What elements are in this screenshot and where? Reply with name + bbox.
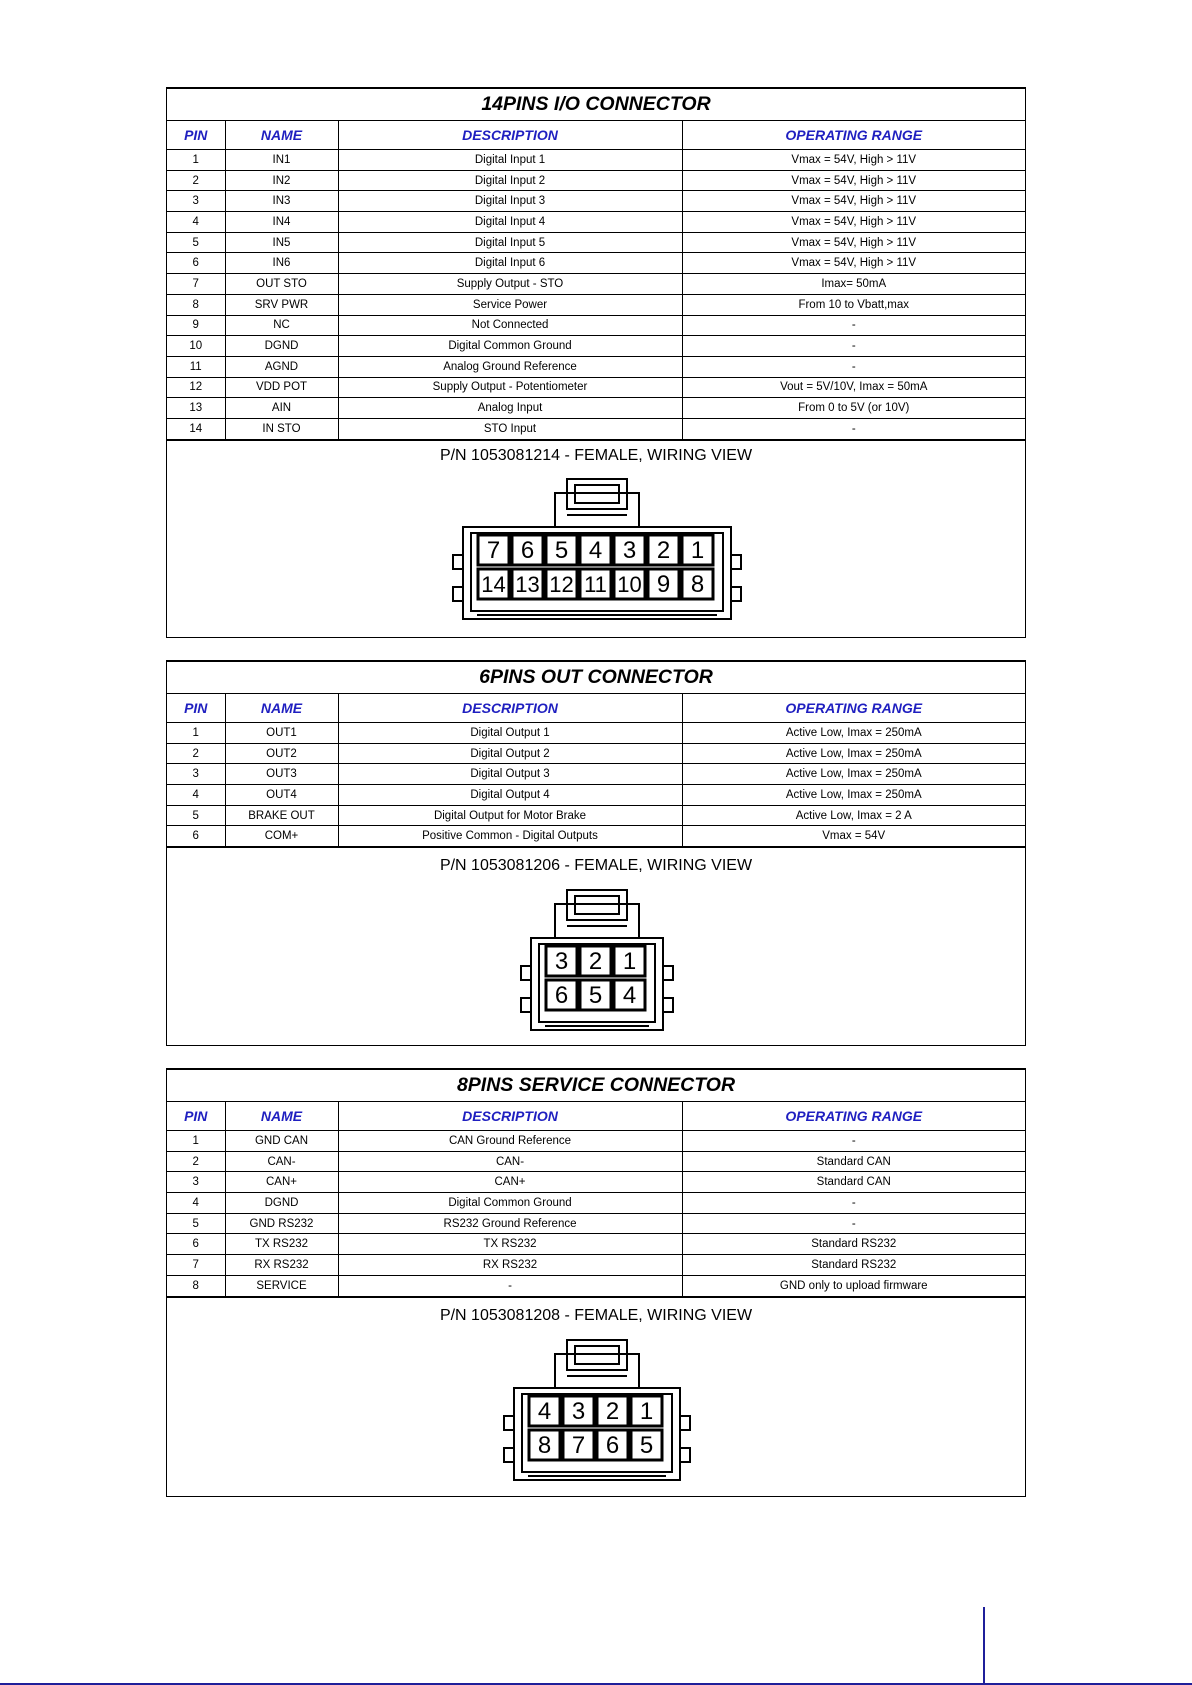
pin-description-cell: Service Power bbox=[338, 294, 682, 315]
pin-name-cell: CAN+ bbox=[225, 1172, 338, 1193]
operating-range-cell: Standard CAN bbox=[682, 1151, 1025, 1172]
pin-cell-label: 13 bbox=[515, 571, 540, 597]
connector-diagram bbox=[519, 886, 675, 1036]
operating-range-cell: - bbox=[682, 418, 1025, 439]
pin-name-cell: CAN- bbox=[225, 1151, 338, 1172]
pin-description-cell: STO Input bbox=[338, 418, 682, 439]
operating-range-cell: Vout = 5V/10V, Imax = 50mA bbox=[682, 377, 1025, 398]
pin-cell bbox=[546, 569, 577, 599]
pin-description-cell: Digital Output 2 bbox=[338, 743, 682, 764]
pin-cell bbox=[580, 569, 611, 599]
pin-cell bbox=[648, 569, 679, 599]
pinout-table bbox=[167, 88, 1025, 440]
pin-cell bbox=[614, 946, 645, 976]
table-row bbox=[167, 723, 1025, 744]
connector-title: 14PINS I/O CONNECTOR bbox=[167, 89, 1025, 121]
pin-cell bbox=[631, 1430, 662, 1460]
table-row bbox=[167, 398, 1025, 419]
pin-cell-label: 6 bbox=[554, 982, 569, 1010]
table-row bbox=[167, 743, 1025, 764]
column-header-pin: PIN bbox=[167, 1102, 225, 1131]
table-row bbox=[167, 377, 1025, 398]
pin-cell-label: 5 bbox=[639, 1431, 654, 1459]
pin-description-cell: CAN+ bbox=[338, 1172, 682, 1193]
pinout-table bbox=[167, 661, 1025, 847]
table-row bbox=[167, 232, 1025, 253]
table-row bbox=[167, 1255, 1025, 1276]
column-header-description: DESCRIPTION bbox=[338, 694, 682, 723]
pin-description-cell: Digital Input 5 bbox=[338, 232, 682, 253]
pin-name-cell: NC bbox=[225, 315, 338, 336]
pin-cell bbox=[597, 1430, 628, 1460]
table-row bbox=[167, 1275, 1025, 1296]
pin-cell-label: 3 bbox=[622, 536, 637, 564]
column-header-pin: PIN bbox=[167, 121, 225, 150]
table-row bbox=[167, 315, 1025, 336]
pin-number-cell: 1 bbox=[167, 1131, 225, 1152]
pin-name-cell: DGND bbox=[225, 336, 338, 357]
operating-range-cell: From 10 to Vbatt,max bbox=[682, 294, 1025, 315]
pin-description-cell: - bbox=[338, 1275, 682, 1296]
pin-cell-label: 14 bbox=[481, 571, 506, 597]
pin-cell bbox=[563, 1396, 594, 1426]
connector-section bbox=[166, 1068, 1026, 1497]
pin-number-cell: 9 bbox=[167, 315, 225, 336]
part-number-label: P/N 1053081208 - FEMALE, WIRING VIEW bbox=[439, 1306, 753, 1324]
pin-cell-label: 3 bbox=[571, 1397, 586, 1425]
pin-number-cell: 2 bbox=[167, 743, 225, 764]
column-header-name: NAME bbox=[225, 121, 338, 150]
pin-cell-label: 5 bbox=[588, 982, 603, 1010]
operating-range-cell: Vmax = 54V, High > 11V bbox=[682, 191, 1025, 212]
pin-description-cell: Analog Input bbox=[338, 398, 682, 419]
pin-cell-label: 8 bbox=[690, 570, 705, 598]
pin-description-cell: Digital Input 1 bbox=[338, 150, 682, 171]
operating-range-cell: - bbox=[682, 1213, 1025, 1234]
pin-number-cell: 8 bbox=[167, 294, 225, 315]
connector-diagram bbox=[451, 475, 743, 625]
pin-description-cell: Supply Output - Potentiometer bbox=[338, 377, 682, 398]
table-row bbox=[167, 356, 1025, 377]
pin-description-cell: Digital Input 3 bbox=[338, 191, 682, 212]
pin-description-cell: Digital Common Ground bbox=[338, 1193, 682, 1214]
page-margin-line bbox=[983, 1607, 985, 1685]
pin-cell-label: 12 bbox=[549, 571, 574, 597]
pin-description-cell: Analog Ground Reference bbox=[338, 356, 682, 377]
column-header-operating-range: OPERATING RANGE bbox=[682, 121, 1025, 150]
table-row bbox=[167, 1193, 1025, 1214]
wiring-view bbox=[167, 1297, 1025, 1496]
wiring-view bbox=[167, 440, 1025, 637]
table-row bbox=[167, 1151, 1025, 1172]
pin-number-cell: 5 bbox=[167, 232, 225, 253]
pin-description-cell: Digital Output 1 bbox=[338, 723, 682, 744]
pin-cell bbox=[580, 980, 611, 1010]
operating-range-cell: - bbox=[682, 356, 1025, 377]
connector-section bbox=[166, 87, 1026, 638]
pin-name-cell: OUT3 bbox=[225, 764, 338, 785]
pin-name-cell: GND RS232 bbox=[225, 1213, 338, 1234]
pin-number-cell: 1 bbox=[167, 723, 225, 744]
pin-number-cell: 10 bbox=[167, 336, 225, 357]
table-row bbox=[167, 191, 1025, 212]
pin-number-cell: 2 bbox=[167, 1151, 225, 1172]
table-row bbox=[167, 805, 1025, 826]
pin-name-cell: AIN bbox=[225, 398, 338, 419]
table-row bbox=[167, 253, 1025, 274]
column-header-pin: PIN bbox=[167, 694, 225, 723]
pin-cell-label: 3 bbox=[554, 948, 569, 976]
table-row bbox=[167, 294, 1025, 315]
pin-cell bbox=[614, 535, 645, 565]
table-row bbox=[167, 170, 1025, 191]
pin-number-cell: 5 bbox=[167, 805, 225, 826]
pin-name-cell: OUT2 bbox=[225, 743, 338, 764]
pin-cell-label: 1 bbox=[639, 1397, 654, 1425]
pin-cell bbox=[580, 946, 611, 976]
pin-cell bbox=[563, 1430, 594, 1460]
pin-description-cell: CAN Ground Reference bbox=[338, 1131, 682, 1152]
operating-range-cell: - bbox=[682, 1193, 1025, 1214]
pin-number-cell: 7 bbox=[167, 274, 225, 295]
column-header-operating-range: OPERATING RANGE bbox=[682, 694, 1025, 723]
pin-number-cell: 14 bbox=[167, 418, 225, 439]
operating-range-cell: Vmax = 54V, High > 11V bbox=[682, 253, 1025, 274]
pin-number-cell: 4 bbox=[167, 212, 225, 233]
pin-cell bbox=[614, 569, 645, 599]
pin-cell-label: 9 bbox=[656, 570, 671, 598]
pin-cell bbox=[478, 535, 509, 565]
pin-cell-label: 4 bbox=[588, 536, 603, 564]
pin-cell-label: 5 bbox=[554, 536, 569, 564]
table-row bbox=[167, 418, 1025, 439]
operating-range-cell: Vmax = 54V, High > 11V bbox=[682, 150, 1025, 171]
pin-name-cell: IN6 bbox=[225, 253, 338, 274]
pin-name-cell: IN STO bbox=[225, 418, 338, 439]
pin-cell-label: 2 bbox=[605, 1397, 620, 1425]
connector-diagram bbox=[502, 1336, 692, 1486]
pin-cell-label: 6 bbox=[520, 536, 535, 564]
pin-cell bbox=[478, 569, 509, 599]
pin-description-cell: RS232 Ground Reference bbox=[338, 1213, 682, 1234]
pin-cell bbox=[614, 980, 645, 1010]
pin-cell-label: 1 bbox=[622, 948, 637, 976]
pin-number-cell: 4 bbox=[167, 785, 225, 806]
table-row bbox=[167, 1131, 1025, 1152]
table-row bbox=[167, 826, 1025, 847]
operating-range-cell: - bbox=[682, 315, 1025, 336]
pin-number-cell: 13 bbox=[167, 398, 225, 419]
pin-description-cell: RX RS232 bbox=[338, 1255, 682, 1276]
pin-name-cell: IN5 bbox=[225, 232, 338, 253]
operating-range-cell: Standard RS232 bbox=[682, 1255, 1025, 1276]
operating-range-cell: Active Low, Imax = 250mA bbox=[682, 743, 1025, 764]
pin-name-cell: SERVICE bbox=[225, 1275, 338, 1296]
operating-range-cell: From 0 to 5V (or 10V) bbox=[682, 398, 1025, 419]
pin-number-cell: 3 bbox=[167, 191, 225, 212]
column-header-name: NAME bbox=[225, 694, 338, 723]
connector-title: 8PINS SERVICE CONNECTOR bbox=[167, 1070, 1025, 1102]
pin-cell bbox=[648, 535, 679, 565]
wiring-view bbox=[167, 847, 1025, 1045]
pin-name-cell: GND CAN bbox=[225, 1131, 338, 1152]
pin-cell-label: 8 bbox=[537, 1431, 552, 1459]
pin-description-cell: CAN- bbox=[338, 1151, 682, 1172]
table-row bbox=[167, 1234, 1025, 1255]
pin-cell-label: 4 bbox=[622, 982, 637, 1010]
pin-number-cell: 11 bbox=[167, 356, 225, 377]
operating-range-cell: Vmax = 54V bbox=[682, 826, 1025, 847]
pin-number-cell: 7 bbox=[167, 1255, 225, 1276]
pin-name-cell: IN3 bbox=[225, 191, 338, 212]
pin-cell bbox=[682, 535, 713, 565]
pin-description-cell: Digital Input 6 bbox=[338, 253, 682, 274]
pin-name-cell: BRAKE OUT bbox=[225, 805, 338, 826]
pin-cell bbox=[682, 569, 713, 599]
part-number-label: P/N 1053081206 - FEMALE, WIRING VIEW bbox=[439, 857, 753, 875]
pin-name-cell: TX RS232 bbox=[225, 1234, 338, 1255]
pin-cell bbox=[546, 535, 577, 565]
pin-description-cell: TX RS232 bbox=[338, 1234, 682, 1255]
pin-name-cell: RX RS232 bbox=[225, 1255, 338, 1276]
pin-number-cell: 1 bbox=[167, 150, 225, 171]
part-number-label: P/N 1053081214 - FEMALE, WIRING VIEW bbox=[439, 446, 753, 464]
connector-title: 6PINS OUT CONNECTOR bbox=[167, 662, 1025, 694]
pin-cell-label: 1 bbox=[690, 536, 705, 564]
pin-description-cell: Supply Output - STO bbox=[338, 274, 682, 295]
table-row bbox=[167, 336, 1025, 357]
table-row bbox=[167, 212, 1025, 233]
operating-range-cell: - bbox=[682, 336, 1025, 357]
operating-range-cell: Standard CAN bbox=[682, 1172, 1025, 1193]
pin-description-cell: Digital Common Ground bbox=[338, 336, 682, 357]
table-row bbox=[167, 764, 1025, 785]
pin-number-cell: 6 bbox=[167, 1234, 225, 1255]
pin-description-cell: Not Connected bbox=[338, 315, 682, 336]
pin-cell-label: 7 bbox=[571, 1431, 586, 1459]
pin-cell bbox=[546, 946, 577, 976]
operating-range-cell: - bbox=[682, 1131, 1025, 1152]
pin-name-cell: OUT STO bbox=[225, 274, 338, 295]
operating-range-cell: Vmax = 54V, High > 11V bbox=[682, 232, 1025, 253]
pin-description-cell: Digital Input 4 bbox=[338, 212, 682, 233]
pin-cell bbox=[512, 535, 543, 565]
table-row bbox=[167, 1213, 1025, 1234]
pin-description-cell: Digital Output for Motor Brake bbox=[338, 805, 682, 826]
operating-range-cell: Active Low, Imax = 250mA bbox=[682, 785, 1025, 806]
column-header-operating-range: OPERATING RANGE bbox=[682, 1102, 1025, 1131]
pin-cell-label: 4 bbox=[537, 1397, 552, 1425]
pin-cell bbox=[580, 535, 611, 565]
pin-cell-label: 2 bbox=[588, 948, 603, 976]
pin-name-cell: SRV PWR bbox=[225, 294, 338, 315]
pin-number-cell: 6 bbox=[167, 826, 225, 847]
table-row bbox=[167, 150, 1025, 171]
pin-number-cell: 4 bbox=[167, 1193, 225, 1214]
pin-cell bbox=[529, 1396, 560, 1426]
pin-name-cell: COM+ bbox=[225, 826, 338, 847]
operating-range-cell: Vmax = 54V, High > 11V bbox=[682, 170, 1025, 191]
pin-name-cell: VDD POT bbox=[225, 377, 338, 398]
pin-description-cell: Digital Output 4 bbox=[338, 785, 682, 806]
pin-number-cell: 5 bbox=[167, 1213, 225, 1234]
column-header-description: DESCRIPTION bbox=[338, 121, 682, 150]
pin-number-cell: 12 bbox=[167, 377, 225, 398]
column-header-description: DESCRIPTION bbox=[338, 1102, 682, 1131]
pinout-table bbox=[167, 1069, 1025, 1297]
table-row bbox=[167, 785, 1025, 806]
pin-number-cell: 3 bbox=[167, 1172, 225, 1193]
pin-cell-label: 7 bbox=[486, 536, 501, 564]
pin-name-cell: DGND bbox=[225, 1193, 338, 1214]
pin-cell-label: 10 bbox=[617, 571, 642, 597]
pin-name-cell: IN2 bbox=[225, 170, 338, 191]
pin-number-cell: 3 bbox=[167, 764, 225, 785]
pin-cell-label: 11 bbox=[584, 571, 607, 597]
pin-name-cell: OUT4 bbox=[225, 785, 338, 806]
pin-number-cell: 2 bbox=[167, 170, 225, 191]
operating-range-cell: Active Low, Imax = 250mA bbox=[682, 723, 1025, 744]
pin-description-cell: Positive Common - Digital Outputs bbox=[338, 826, 682, 847]
pin-cell-label: 6 bbox=[605, 1431, 620, 1459]
table-row bbox=[167, 274, 1025, 295]
pin-name-cell: IN4 bbox=[225, 212, 338, 233]
pin-cell bbox=[631, 1396, 662, 1426]
pin-name-cell: AGND bbox=[225, 356, 338, 377]
pin-cell bbox=[512, 569, 543, 599]
table-row bbox=[167, 1172, 1025, 1193]
pin-cell bbox=[529, 1430, 560, 1460]
operating-range-cell: Standard RS232 bbox=[682, 1234, 1025, 1255]
pin-cell bbox=[597, 1396, 628, 1426]
pin-name-cell: IN1 bbox=[225, 150, 338, 171]
pin-number-cell: 6 bbox=[167, 253, 225, 274]
pin-description-cell: Digital Input 2 bbox=[338, 170, 682, 191]
operating-range-cell: Active Low, Imax = 2 A bbox=[682, 805, 1025, 826]
pin-cell bbox=[546, 980, 577, 1010]
pin-cell-label: 2 bbox=[656, 536, 671, 564]
operating-range-cell: Active Low, Imax = 250mA bbox=[682, 764, 1025, 785]
operating-range-cell: GND only to upload firmware bbox=[682, 1275, 1025, 1296]
pin-name-cell: OUT1 bbox=[225, 723, 338, 744]
pin-number-cell: 8 bbox=[167, 1275, 225, 1296]
operating-range-cell: Vmax = 54V, High > 11V bbox=[682, 212, 1025, 233]
operating-range-cell: Imax= 50mA bbox=[682, 274, 1025, 295]
connector-section bbox=[166, 660, 1026, 1046]
pin-description-cell: Digital Output 3 bbox=[338, 764, 682, 785]
column-header-name: NAME bbox=[225, 1102, 338, 1131]
